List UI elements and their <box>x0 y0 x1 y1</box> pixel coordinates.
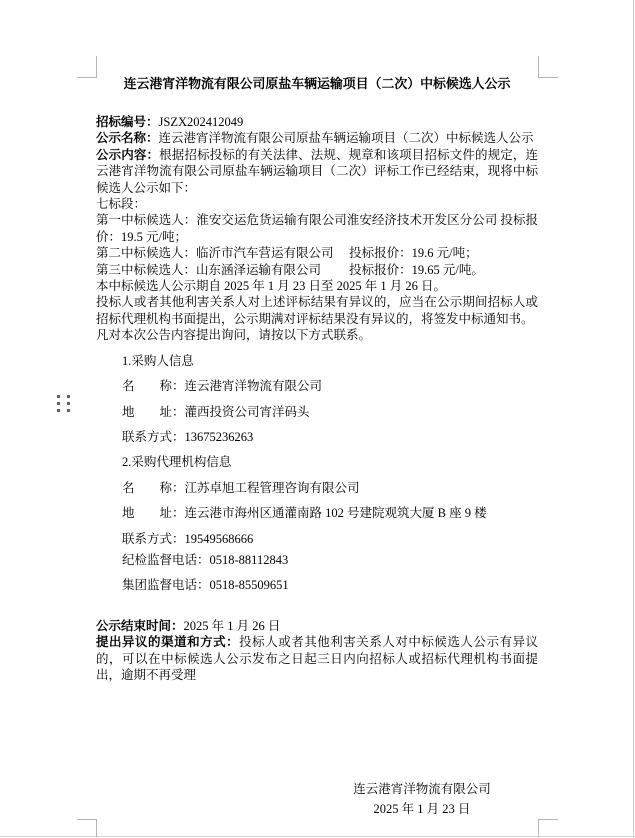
page-edge-right <box>633 0 634 838</box>
candidate-line-1: 第一中标候选人：淮安交运危货运输有限公司淮安经济技术开发区分公司 投标报价：19.5 元/吨； <box>96 213 538 244</box>
agency-name-label: 名 称： <box>122 480 185 495</box>
signature-company: 连云港宵洋物流有限公司 <box>353 782 491 797</box>
crop-mark-top-left-icon <box>77 56 97 78</box>
objection-paragraph: 投标人或者其他利害关系人对上述评标结果有异议的，应当在公示期间招标人或招标代理机构书面提出，公示期满对评标结果没有异议的，将签发中标通知书。 <box>96 295 538 326</box>
objection-channel-label: 提出异议的渠道和方式： <box>96 635 240 650</box>
document-body <box>96 75 538 819</box>
purchaser-name-label: 名 称： <box>122 379 185 394</box>
notice-name-line <box>96 130 538 146</box>
purchaser-name-row <box>96 378 538 394</box>
purchaser-address-row <box>96 404 538 420</box>
candidate-line-3: 第三中标候选人：山东涵泽运输有限公司 投标报价：19.65 元/吨。 <box>96 262 484 277</box>
objection-channel-value: 投标人或者其他利害关系人对中标候选人公示有异议的，可以在中标候选人公示发布之日起三日内向招标人或招标代理机构书面提出，逾期不再受理 <box>96 635 538 682</box>
purchaser-name-value: 连云港宵洋物流有限公司 <box>184 379 323 394</box>
objection-channel-paragraph <box>96 634 538 683</box>
purchaser-address-value: 灌西投资公司宵洋码头 <box>184 404 310 419</box>
crop-mark-bottom-right-icon <box>538 819 558 837</box>
tender-number-value: JSZX202412049 <box>158 115 244 129</box>
agency-address-row <box>96 505 538 521</box>
purchaser-phone-label: 联系方式： <box>122 429 185 444</box>
contact-intro-line: 凡对本次公告内容提出询问，请按以下方式联系。 <box>96 328 372 343</box>
purchaser-address-label: 地 址： <box>122 404 185 419</box>
end-time-value: 2025 年 1 月 26 日 <box>183 618 281 633</box>
agency-address-value: 连云港市海州区通灌南路 102 号建院观筑大厦 B 座 9 楼 <box>184 506 487 521</box>
end-time-line <box>96 618 538 634</box>
crop-mark-top-right-icon <box>538 56 558 78</box>
candidate-line-2: 第二中标候选人：临沂市汽车营运有限公司 投标报价：19.6 元/吨； <box>96 246 478 261</box>
notice-content-label: 公示内容： <box>96 147 160 162</box>
agency-phone-row <box>96 531 538 547</box>
tender-number-line <box>96 114 538 130</box>
agency-address-label: 地 址： <box>122 506 185 521</box>
notice-name-value: 连云港宵洋物流有限公司原盐车辆运输项目（二次）中标候选人公示 <box>158 131 534 146</box>
discipline-phone-value: 0518-88112843 <box>209 552 289 567</box>
end-time-label: 公示结束时间： <box>96 618 184 633</box>
group-phone-value: 0518-85509651 <box>209 578 289 593</box>
agency-heading: 2.采购代理机构信息 <box>122 455 232 470</box>
signature-date: 2025 年 1 月 23 日 <box>373 801 471 816</box>
group-phone-row <box>96 577 538 593</box>
purchaser-heading: 1.采购人信息 <box>122 353 194 368</box>
agency-phone-label: 联系方式： <box>122 531 185 546</box>
notice-name-label: 公示名称： <box>96 131 159 146</box>
discipline-phone-row <box>96 552 538 568</box>
tender-number-label: 招标编号： <box>96 115 159 129</box>
discipline-phone-label: 纪检监督电话： <box>122 552 210 567</box>
publicity-period-line: 本中标候选人公示期自 2025 年 1 月 23 日至 2025 年 1 月 26 日。 <box>96 279 447 294</box>
crop-mark-bottom-left-icon <box>77 819 97 837</box>
document-title: 连云港宵洋物流有限公司原盐车辆运输项目（二次）中标候选人公示 <box>123 76 511 91</box>
group-phone-label: 集团监督电话： <box>122 578 210 593</box>
section-heading: 七标段： <box>96 197 147 212</box>
agency-name-value: 江苏卓旭工程管理咨询有限公司 <box>184 480 360 495</box>
agency-phone-value: 19549568666 <box>184 531 254 546</box>
agency-name-row <box>96 480 538 496</box>
notice-content-value: 根据招标投标的有关法律、法规、规章和该项目招标文件的规定，连云港宵洋物流有限公司原盐车辆运输项目（二次）评标工作已经结束，现将中标候选人公示如下： <box>96 147 538 195</box>
purchaser-phone-row <box>96 429 538 445</box>
signature-block <box>322 780 522 819</box>
notice-content-paragraph <box>96 147 538 196</box>
purchaser-phone-value: 13675236263 <box>184 429 254 444</box>
six-dot-drag-handle-icon[interactable] <box>57 395 70 412</box>
